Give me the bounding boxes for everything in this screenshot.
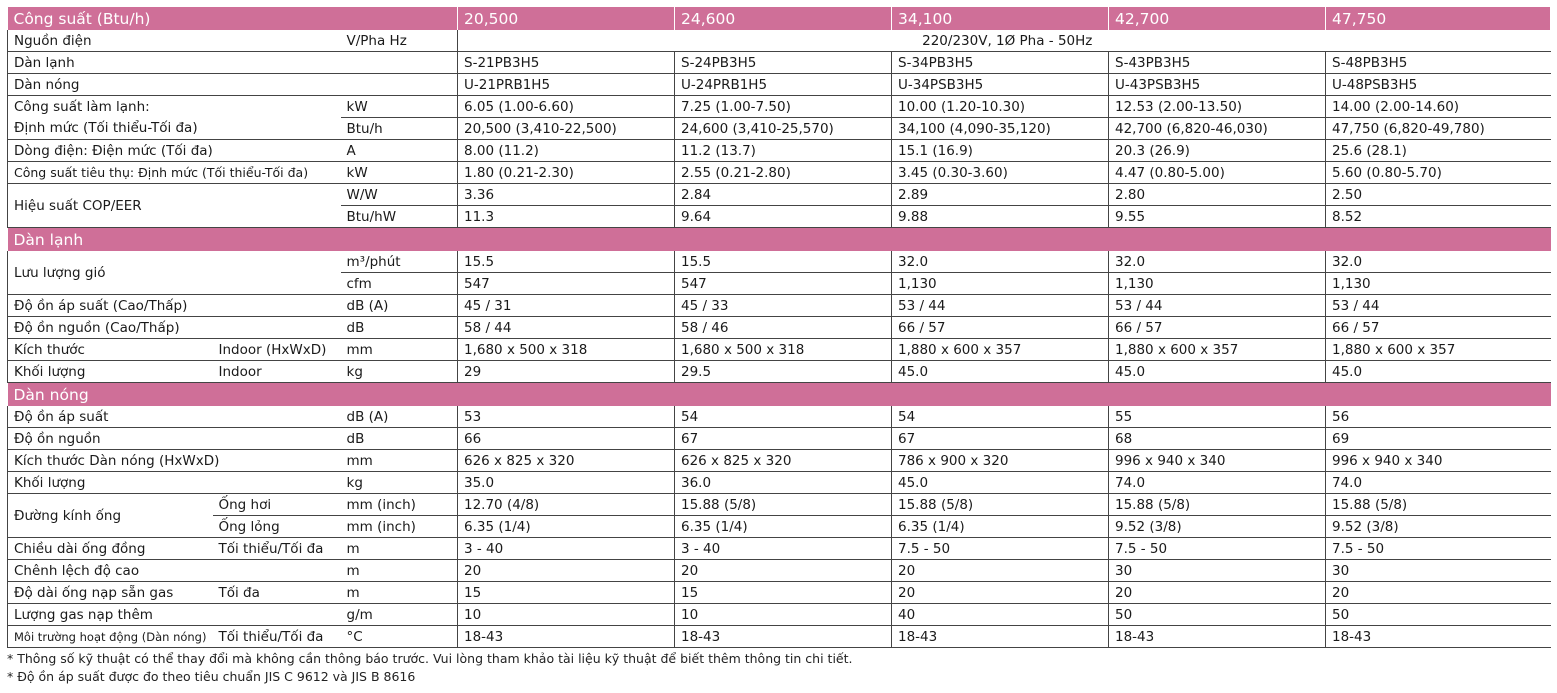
efficiency-label: Hiệu suất COP/EER — [8, 184, 341, 228]
outdoor-dimensions-value: 626 x 825 x 320 — [675, 450, 892, 472]
indoor-weight-sublabel: Indoor — [213, 361, 341, 383]
operating-range-row — [8, 626, 1551, 648]
indoor-pressure-noise-label: Độ ồn áp suất (Cao/Thấp) — [8, 295, 341, 317]
cooling-btu-value: 34,100 (4,090-35,120) — [892, 118, 1109, 140]
airflow-m3-value: 32.0 — [1326, 251, 1551, 273]
efficiency-ww-value: 2.84 — [675, 184, 892, 206]
outdoor-dimensions-value: 996 x 940 x 340 — [1109, 450, 1326, 472]
efficiency-ww-value: 2.50 — [1326, 184, 1551, 206]
outdoor-pressure-noise-value: 54 — [892, 406, 1109, 428]
current-label: Dòng điện: Điện mức (Tối đa) — [8, 140, 341, 162]
indoor-dimensions-sublabel: Indoor (HxWxD) — [213, 339, 341, 361]
current-value: 25.6 (28.1) — [1326, 140, 1551, 162]
additional-gas-value: 10 — [458, 604, 675, 626]
indoor-power-noise-label: Độ ồn nguồn (Cao/Thấp) — [8, 317, 341, 339]
outdoor-weight-unit: kg — [341, 472, 458, 494]
additional-gas-label: Lượng gas nạp thêm — [8, 604, 341, 626]
precharge-length-row — [8, 582, 1551, 604]
outdoor-model-value: U-34PSB3H5 — [892, 74, 1109, 96]
indoor-dimensions-value: 1,680 x 500 x 318 — [675, 339, 892, 361]
indoor-pressure-noise-value: 53 / 44 — [1326, 295, 1551, 317]
airflow-cfm-value: 547 — [675, 273, 892, 295]
airflow-cfm-value: 547 — [458, 273, 675, 295]
outdoor-dimensions-label: Kích thước Dàn nóng (HxWxD) — [8, 450, 341, 472]
precharge-length-unit: m — [341, 582, 458, 604]
operating-range-value: 18-43 — [675, 626, 892, 648]
capacity-header-value: 42,700 — [1109, 7, 1326, 30]
outdoor-weight-value: 45.0 — [892, 472, 1109, 494]
indoor-dimensions-value: 1,880 x 600 x 357 — [1109, 339, 1326, 361]
outdoor-model-value: U-43PSB3H5 — [1109, 74, 1326, 96]
efficiency-btuhw-value: 11.3 — [458, 206, 675, 228]
precharge-length-value: 15 — [458, 582, 675, 604]
indoor-pressure-noise-row — [8, 295, 1551, 317]
indoor-model-value: S-43PB3H5 — [1109, 52, 1326, 74]
pipe-gas-label: Ống hơi — [213, 494, 341, 516]
cooling-kw-value: 6.05 (1.00-6.60) — [458, 96, 675, 118]
outdoor-model-value: U-48PSB3H5 — [1326, 74, 1551, 96]
pipe-gas-value: 15.88 (5/8) — [1109, 494, 1326, 516]
outdoor-weight-value: 35.0 — [458, 472, 675, 494]
airflow-cfm-value: 1,130 — [892, 273, 1109, 295]
precharge-length-sublabel: Tối đa — [213, 582, 341, 604]
pipe-length-value: 3 - 40 — [458, 538, 675, 560]
outdoor-weight-value: 74.0 — [1109, 472, 1326, 494]
indoor-dimensions-label: Kích thước — [8, 339, 213, 361]
height-diff-value: 20 — [675, 560, 892, 582]
outdoor-model-value: U-21PRB1H5 — [458, 74, 675, 96]
outdoor-dimensions-value: 626 x 825 x 320 — [458, 450, 675, 472]
outdoor-power-noise-unit: dB — [341, 428, 458, 450]
indoor-weight-unit: kg — [341, 361, 458, 383]
indoor-power-noise-row — [8, 317, 1551, 339]
outdoor-power-noise-value: 67 — [892, 428, 1109, 450]
airflow-m3-value: 32.0 — [1109, 251, 1326, 273]
indoor-model-value: S-24PB3H5 — [675, 52, 892, 74]
additional-gas-value: 40 — [892, 604, 1109, 626]
current-value: 15.1 (16.9) — [892, 140, 1109, 162]
indoor-pressure-noise-value: 53 / 44 — [892, 295, 1109, 317]
section-indoor-row — [8, 228, 1551, 252]
operating-range-value: 18-43 — [458, 626, 675, 648]
outdoor-dimensions-row — [8, 450, 1551, 472]
cooling-kw-value: 14.00 (2.00-14.60) — [1326, 96, 1551, 118]
pipe-length-value: 3 - 40 — [675, 538, 892, 560]
current-row — [8, 140, 1551, 162]
outdoor-pressure-noise-value: 55 — [1109, 406, 1326, 428]
cooling-btu-row — [8, 118, 1551, 140]
cooling-kw-value: 10.00 (1.20-10.30) — [892, 96, 1109, 118]
capacity-header: Công suất (Btu/h) — [8, 7, 458, 30]
indoor-power-noise-value: 58 / 44 — [458, 317, 675, 339]
outdoor-power-noise-value: 67 — [675, 428, 892, 450]
precharge-length-value: 15 — [675, 582, 892, 604]
outdoor-weight-row — [8, 472, 1551, 494]
outdoor-power-noise-value: 66 — [458, 428, 675, 450]
efficiency-btuhw-value: 8.52 — [1326, 206, 1551, 228]
indoor-weight-value: 45.0 — [1109, 361, 1326, 383]
header-row — [8, 7, 1551, 30]
outdoor-pressure-noise-value: 54 — [675, 406, 892, 428]
height-diff-value: 20 — [892, 560, 1109, 582]
airflow-cfm-value: 1,130 — [1109, 273, 1326, 295]
efficiency-btuhw-value: 9.55 — [1109, 206, 1326, 228]
precharge-length-value: 20 — [1326, 582, 1551, 604]
current-value: 8.00 (11.2) — [458, 140, 675, 162]
indoor-power-noise-value: 58 / 46 — [675, 317, 892, 339]
pipe-length-label: Chiều dài ống đồng — [8, 538, 213, 560]
height-diff-unit: m — [341, 560, 458, 582]
current-value: 20.3 (26.9) — [1109, 140, 1326, 162]
additional-gas-value: 50 — [1109, 604, 1326, 626]
outdoor-weight-label: Khối lượng — [8, 472, 341, 494]
current-value: 11.2 (13.7) — [675, 140, 892, 162]
power-supply-unit: V/Pha Hz — [341, 30, 458, 52]
pipe-length-sublabel: Tối thiểu/Tối đa — [213, 538, 341, 560]
indoor-weight-value: 45.0 — [1326, 361, 1551, 383]
outdoor-dimensions-unit: mm — [341, 450, 458, 472]
outdoor-model-label: Dàn nóng — [8, 74, 458, 96]
operating-range-value: 18-43 — [892, 626, 1109, 648]
indoor-model-label: Dàn lạnh — [8, 52, 458, 74]
footnotes — [7, 650, 852, 686]
efficiency-ww-value: 2.89 — [892, 184, 1109, 206]
pipe-gas-row — [8, 494, 1551, 516]
operating-range-label: Môi trường hoạt động (Dàn nóng) — [8, 626, 213, 648]
power-input-value: 1.80 (0.21-2.30) — [458, 162, 675, 184]
cooling-btu-value: 24,600 (3,410-25,570) — [675, 118, 892, 140]
footnote-1: * Thông số kỹ thuật có thể thay đổi mà không cần thông báo trước. Vui lòng tham khảo tài liệu kỹ thuật để biết thêm thông tin chi tiết. — [7, 651, 853, 666]
operating-range-sublabel: Tối thiểu/Tối đa — [213, 626, 341, 648]
airflow-m3-value: 15.5 — [675, 251, 892, 273]
capacity-header-value: 24,600 — [675, 7, 892, 30]
power-supply-label: Nguồn điện — [8, 30, 341, 52]
pipe-liquid-value: 9.52 (3/8) — [1109, 516, 1326, 538]
outdoor-pressure-noise-unit: dB (A) — [341, 406, 458, 428]
indoor-power-noise-value: 66 / 57 — [892, 317, 1109, 339]
indoor-weight-value: 29 — [458, 361, 675, 383]
power-input-value: 2.55 (0.21-2.80) — [675, 162, 892, 184]
capacity-header-value: 20,500 — [458, 7, 675, 30]
precharge-length-label: Độ dài ống nạp sẵn gas — [8, 582, 213, 604]
power-supply-value: 220/230V, 1Ø Pha - 50Hz — [458, 30, 1551, 52]
airflow-m3-value: 32.0 — [892, 251, 1109, 273]
outdoor-model-row — [8, 74, 1551, 96]
outdoor-pressure-noise-value: 56 — [1326, 406, 1551, 428]
airflow-unit-m3: m³/phút — [341, 251, 458, 273]
outdoor-power-noise-label: Độ ồn nguồn — [8, 428, 341, 450]
section-outdoor-row — [8, 383, 1551, 407]
outdoor-power-noise-value: 68 — [1109, 428, 1326, 450]
outdoor-dimensions-value: 786 x 900 x 320 — [892, 450, 1109, 472]
outdoor-power-noise-value: 69 — [1326, 428, 1551, 450]
airflow-m3-value: 15.5 — [458, 251, 675, 273]
indoor-pressure-noise-value: 53 / 44 — [1109, 295, 1326, 317]
pipe-length-value: 7.5 - 50 — [1326, 538, 1551, 560]
indoor-model-value: S-48PB3H5 — [1326, 52, 1551, 74]
cooling-kw-value: 12.53 (2.00-13.50) — [1109, 96, 1326, 118]
section-outdoor-title: Dàn nóng — [8, 383, 1551, 407]
indoor-dimensions-value: 1,880 x 600 x 357 — [1326, 339, 1551, 361]
power-supply-row — [8, 30, 1551, 52]
indoor-weight-value: 29.5 — [675, 361, 892, 383]
outdoor-dimensions-value: 996 x 940 x 340 — [1326, 450, 1551, 472]
outdoor-weight-value: 74.0 — [1326, 472, 1551, 494]
indoor-pressure-noise-value: 45 / 31 — [458, 295, 675, 317]
efficiency-unit-btuhw: Btu/hW — [341, 206, 458, 228]
pipe-length-value: 7.5 - 50 — [1109, 538, 1326, 560]
outdoor-pressure-noise-value: 53 — [458, 406, 675, 428]
airflow-label: Lưu lượng gió — [8, 251, 341, 295]
pipe-liquid-value: 9.52 (3/8) — [1326, 516, 1551, 538]
cooling-label-line1: Công suất làm lạnh: — [8, 96, 341, 118]
indoor-dimensions-row — [8, 339, 1551, 361]
indoor-weight-value: 45.0 — [892, 361, 1109, 383]
cooling-kw-value: 7.25 (1.00-7.50) — [675, 96, 892, 118]
indoor-power-noise-value: 66 / 57 — [1326, 317, 1551, 339]
current-unit: A — [341, 140, 458, 162]
pipe-liquid-unit: mm (inch) — [341, 516, 458, 538]
pipe-liquid-row — [8, 516, 1551, 538]
cooling-unit-btu: Btu/h — [341, 118, 458, 140]
footnote-2: * Độ ồn áp suất được đo theo tiêu chuẩn JIS C 9612 và JIS B 8616 — [7, 669, 416, 684]
indoor-power-noise-value: 66 / 57 — [1109, 317, 1326, 339]
capacity-header-value: 47,750 — [1326, 7, 1551, 30]
pipe-gas-unit: mm (inch) — [341, 494, 458, 516]
indoor-dimensions-unit: mm — [341, 339, 458, 361]
height-diff-value: 30 — [1326, 560, 1551, 582]
indoor-power-noise-unit: dB — [341, 317, 458, 339]
pipe-liquid-value: 6.35 (1/4) — [892, 516, 1109, 538]
airflow-cfm-value: 1,130 — [1326, 273, 1551, 295]
height-diff-row — [8, 560, 1551, 582]
efficiency-btuhw-value: 9.64 — [675, 206, 892, 228]
outdoor-model-value: U-24PRB1H5 — [675, 74, 892, 96]
indoor-model-row — [8, 52, 1551, 74]
power-input-value: 4.47 (0.80-5.00) — [1109, 162, 1326, 184]
operating-range-value: 18-43 — [1109, 626, 1326, 648]
pipe-gas-value: 15.88 (5/8) — [892, 494, 1109, 516]
pipe-gas-value: 15.88 (5/8) — [675, 494, 892, 516]
additional-gas-unit: g/m — [341, 604, 458, 626]
pipe-gas-value: 12.70 (4/8) — [458, 494, 675, 516]
pipe-liquid-label: Ống lỏng — [213, 516, 341, 538]
outdoor-pressure-noise-label: Độ ồn áp suất — [8, 406, 341, 428]
indoor-weight-row — [8, 361, 1551, 383]
additional-gas-value: 10 — [675, 604, 892, 626]
power-input-value: 3.45 (0.30-3.60) — [892, 162, 1109, 184]
indoor-weight-label: Khối lượng — [8, 361, 213, 383]
indoor-pressure-noise-value: 45 / 33 — [675, 295, 892, 317]
additional-gas-row — [8, 604, 1551, 626]
cooling-btu-value: 20,500 (3,410-22,500) — [458, 118, 675, 140]
power-input-value: 5.60 (0.80-5.70) — [1326, 162, 1551, 184]
pipe-length-unit: m — [341, 538, 458, 560]
precharge-length-value: 20 — [892, 582, 1109, 604]
cooling-label-line2: Định mức (Tối thiểu-Tối đa) — [8, 118, 341, 140]
power-input-row — [8, 162, 1551, 184]
indoor-model-value: S-34PB3H5 — [892, 52, 1109, 74]
airflow-m3-row — [8, 251, 1551, 273]
pipe-label: Đường kính ống — [8, 494, 213, 538]
additional-gas-value: 50 — [1326, 604, 1551, 626]
indoor-dimensions-value: 1,880 x 600 x 357 — [892, 339, 1109, 361]
outdoor-weight-value: 36.0 — [675, 472, 892, 494]
height-diff-value: 30 — [1109, 560, 1326, 582]
efficiency-unit-ww: W/W — [341, 184, 458, 206]
section-indoor-title: Dàn lạnh — [8, 228, 1551, 252]
cooling-btu-value: 47,750 (6,820-49,780) — [1326, 118, 1551, 140]
power-input-label: Công suất tiêu thụ: Định mức (Tối thiểu-Tối đa) — [8, 162, 341, 184]
power-input-unit: kW — [341, 162, 458, 184]
cooling-btu-value: 42,700 (6,820-46,030) — [1109, 118, 1326, 140]
indoor-dimensions-value: 1,680 x 500 x 318 — [458, 339, 675, 361]
cooling-unit-kw: kW — [341, 96, 458, 118]
efficiency-ww-row — [8, 184, 1551, 206]
indoor-pressure-noise-unit: dB (A) — [341, 295, 458, 317]
pipe-liquid-value: 6.35 (1/4) — [458, 516, 675, 538]
pipe-liquid-value: 6.35 (1/4) — [675, 516, 892, 538]
efficiency-ww-value: 3.36 — [458, 184, 675, 206]
pipe-length-row — [8, 538, 1551, 560]
capacity-header-value: 34,100 — [892, 7, 1109, 30]
efficiency-btuhw-value: 9.88 — [892, 206, 1109, 228]
pipe-gas-value: 15.88 (5/8) — [1326, 494, 1551, 516]
cooling-kw-row — [8, 96, 1551, 118]
outdoor-pressure-noise-row — [8, 406, 1551, 428]
operating-range-value: 18-43 — [1326, 626, 1551, 648]
indoor-model-value: S-21PB3H5 — [458, 52, 675, 74]
spec-table — [7, 7, 1551, 648]
efficiency-ww-value: 2.80 — [1109, 184, 1326, 206]
height-diff-label: Chênh lệch độ cao — [8, 560, 341, 582]
pipe-length-value: 7.5 - 50 — [892, 538, 1109, 560]
airflow-unit-cfm: cfm — [341, 273, 458, 295]
precharge-length-value: 20 — [1109, 582, 1326, 604]
operating-range-unit: °C — [341, 626, 458, 648]
outdoor-power-noise-row — [8, 428, 1551, 450]
height-diff-value: 20 — [458, 560, 675, 582]
